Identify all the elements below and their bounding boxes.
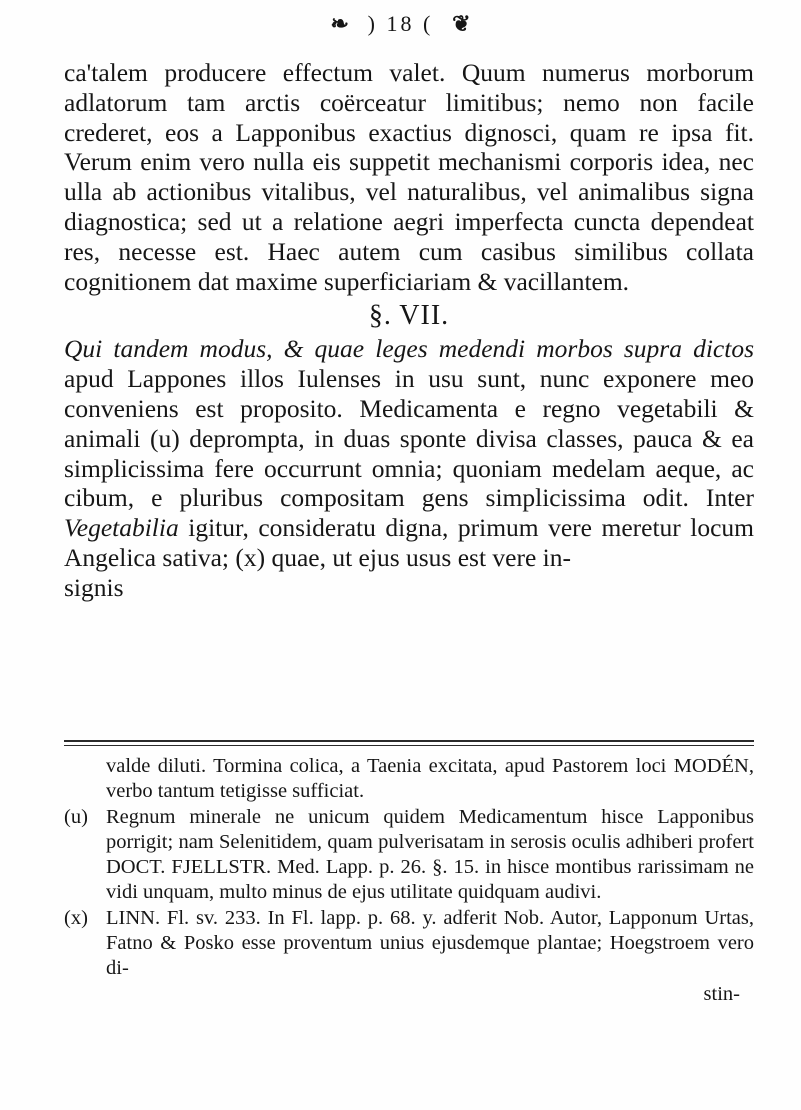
fleuron-left-icon: ❧ (330, 11, 349, 36)
section-lead-italic: Qui tandem modus, & quae leges medendi morbos supra dictos (64, 334, 754, 364)
bracket-left: ) (367, 11, 378, 36)
section-heading: §. VII. (368, 300, 450, 332)
paragraph-body-rest: igitur, consideratu digna, primum vere meretur locum Angelica sativa; (x) quae, ut ejus usus est vere in- (64, 513, 754, 572)
catchword: signis (64, 572, 124, 602)
paragraph-section-vii (64, 334, 754, 572)
paragraph-continued: ca'talem producere effectum valet. Quum numerus morborum adlatorum tam arctis coërceatur limitibus; nemo non facile crederet, eos a Lapponibus exactius dignosci, quam re ipsa fit. Verum enim vero nulla eis suppetit mechanismi corporis idea, nec ulla ab actionibus vitalibus, vel naturalibus, vel animalibus signa diagnostica; sed ut a relatione aegri imperfecta cuncta dependeat res, necesse est. Haec autem cum casibus similibus collata cognitionem dat maxime superficiariam & vacillantem. (64, 58, 754, 296)
footnote-x-text: LINN. Fl. sv. 233. In Fl. lapp. p. 68. y. adferit Nob. Autor, Lapponum Urtas, Fatno & Posko esse proventum unius ejusdemque plantae; Hoegstroem vero di- (106, 906, 754, 980)
footnote-u (64, 805, 754, 906)
italic-term-vegetabilia: Vegetabilia (64, 513, 179, 543)
footnote-rule (64, 740, 754, 746)
bracket-right: ( (423, 11, 434, 36)
fleuron-right-icon: ❦ (452, 11, 471, 36)
main-text (64, 58, 754, 603)
footnote-continued: valde diluti. Tormina colica, a Taenia excitata, apud Pastorem loci MODÉN, verbo tantum tetigisse sufficiat. (106, 755, 754, 803)
page-number-group (368, 8, 434, 40)
page-number: 18 (386, 11, 415, 36)
footnote-u-mark: (u) (64, 805, 88, 828)
footnote-x (64, 906, 754, 982)
running-head (0, 8, 801, 40)
paragraph-body: apud Lappones illos Iulenses in usu sunt, nunc exponere meo conveniens est proposito. Medicamenta e regno vegetabili & animali (u) deprompta, in duas sponte divisa classes, pauca & ea simplicissima fere occurrunt omnia; quoniam medelam aeque, ac cibum, e pluribus compositam gens simplicissima odit. Inter (64, 364, 754, 513)
footnote-x-mark: (x) (64, 906, 88, 929)
footnote-u-text: Regnum minerale ne unicum quidem Medicamentum hisce Lapponibus porrigit; nam Selenitidem, quam pulverisatam in serosis oculis adhiberi profert DOCT. FJELLSTR. Med. Lapp. p. 26. §. 15. in hisce montibus rarissimam ne vidi unquam, multo minus de ejus utilitate quidquam audivi. (106, 805, 754, 904)
footnotes (64, 754, 754, 1007)
footnote-catchword: stin- (703, 982, 740, 1005)
